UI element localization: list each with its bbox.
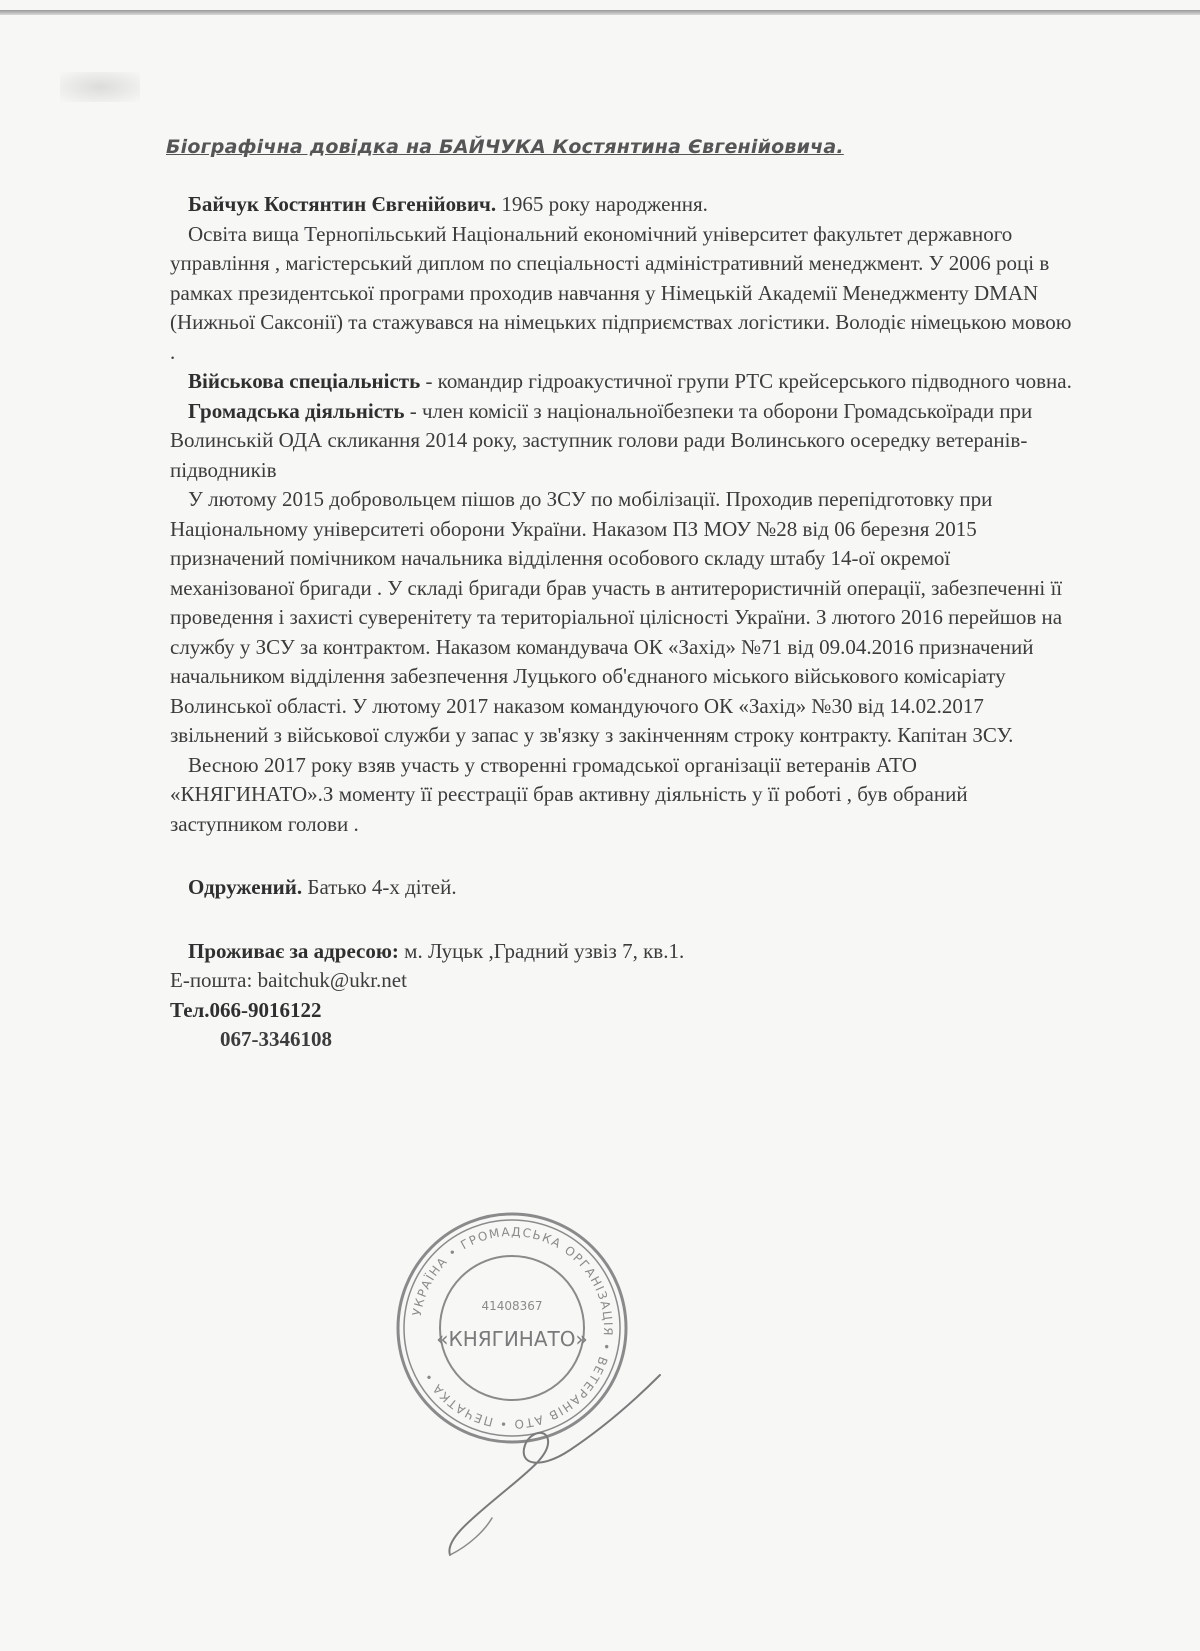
document-title: Біографічна довідка на БАЙЧУКА Костянтина Євгенійовича.: [166, 136, 844, 158]
education-paragraph: Освіта вища Тернопільський Національний економічний університет факультет державного управління , магістерський диплом по спеціальності адміністративний менеджмент. У 2006 році в рамках президентської програми проходив навчання у Німецькій Академії Менеджменту DMAN (Нижньої Саксонії) та стажувався на німецьких підприємствах логістики. Володіє німецькою мовою .: [170, 221, 1072, 364]
military-text: - командир гідроакустичної групи РТС крейсерського підводного човна.: [420, 369, 1072, 393]
phone-line-1: Тел.066-9016122: [170, 997, 322, 1022]
document-body: [170, 190, 1075, 1055]
address-paragraph: [170, 937, 1075, 967]
spring-paragraph: Весною 2017 року взяв участь у створенні громадської організації ветеранів АТО «КНЯГИНАТО».З моменту її реєстрації брав активну діяльність у її роботі , був обраний заступником голови .: [170, 752, 968, 836]
person-name: Байчук Костянтин Євгенійович.: [188, 192, 497, 216]
stamp-ring-text: УКРАЇНА • ГРОМАДСЬКА ОРГАНІЗАЦІЯ • ВЕТЕРАНІВ АТО • ПЕЧАТКА •: [409, 1224, 616, 1432]
public-activity-paragraph: [170, 397, 1075, 486]
scan-top-edge: [0, 10, 1200, 15]
family-text: Батько 4-х дітей.: [302, 875, 457, 899]
spacer: [170, 903, 1075, 937]
stamp-code: 41408367: [481, 1299, 543, 1313]
family-label: Одружений.: [188, 875, 303, 899]
family-paragraph: [170, 873, 1075, 903]
birth-year: 1965 року народження.: [496, 192, 708, 216]
military-label: Військова спеціальність: [188, 369, 421, 393]
military-paragraph: [170, 367, 1075, 397]
signature: [430, 1370, 690, 1570]
email-line: E-пошта: baitchuk@ukr.net: [170, 968, 407, 992]
service-paragraph: У лютому 2015 добровольцем пішов до ЗСУ по мобілізації. Проходив перепідготовку при Національному університеті оборони України. Наказом ПЗ МОУ №28 від 06 березня 2015 призначений помічником начальника відділення особового складу штабу 14-ої окремої механізованої бригади . У складі бригади брав участь в антитерористичній операції, забезпеченні її проведення і захисті суверенітету та територіальної цілісності України. З лютого 2016 перейшов на службу у ЗСУ за контрактом. Наказом командувача ОК «Захід» №71 від 09.04.2016 призначений начальником відділення забезпечення Луцького об'єднаного міського військового комісаріату Волинської області. У лютому 2017 наказом командуючого ОК «Захід» №30 від 14.02.2017 звільнений з військової служби у запас у зв'язку з закінченням строку контракту. Капітан ЗСУ.: [170, 487, 1063, 747]
address-text: м. Луцьк ,Градний узвіз 7, кв.1.: [398, 938, 685, 963]
scan-smudge: [60, 72, 140, 102]
address-label: Проживає за адресою:: [188, 938, 399, 963]
phone-line-2: 067-3346108: [220, 1027, 332, 1051]
public-activity-text: - член комісії з національноїбезпеки та оборони Громадськоїради при Волинській ОДА скликання 2014 року, заступник голови ради Волинського осередку ветеранів-підводників: [170, 398, 1033, 482]
public-activity-label: Громадська діяльність: [188, 398, 405, 423]
stamp-name: «КНЯГИНАТО»: [436, 1327, 588, 1351]
signature-stroke: [449, 1375, 660, 1555]
spacer: [170, 839, 1075, 873]
intro-paragraph: [170, 190, 1075, 220]
